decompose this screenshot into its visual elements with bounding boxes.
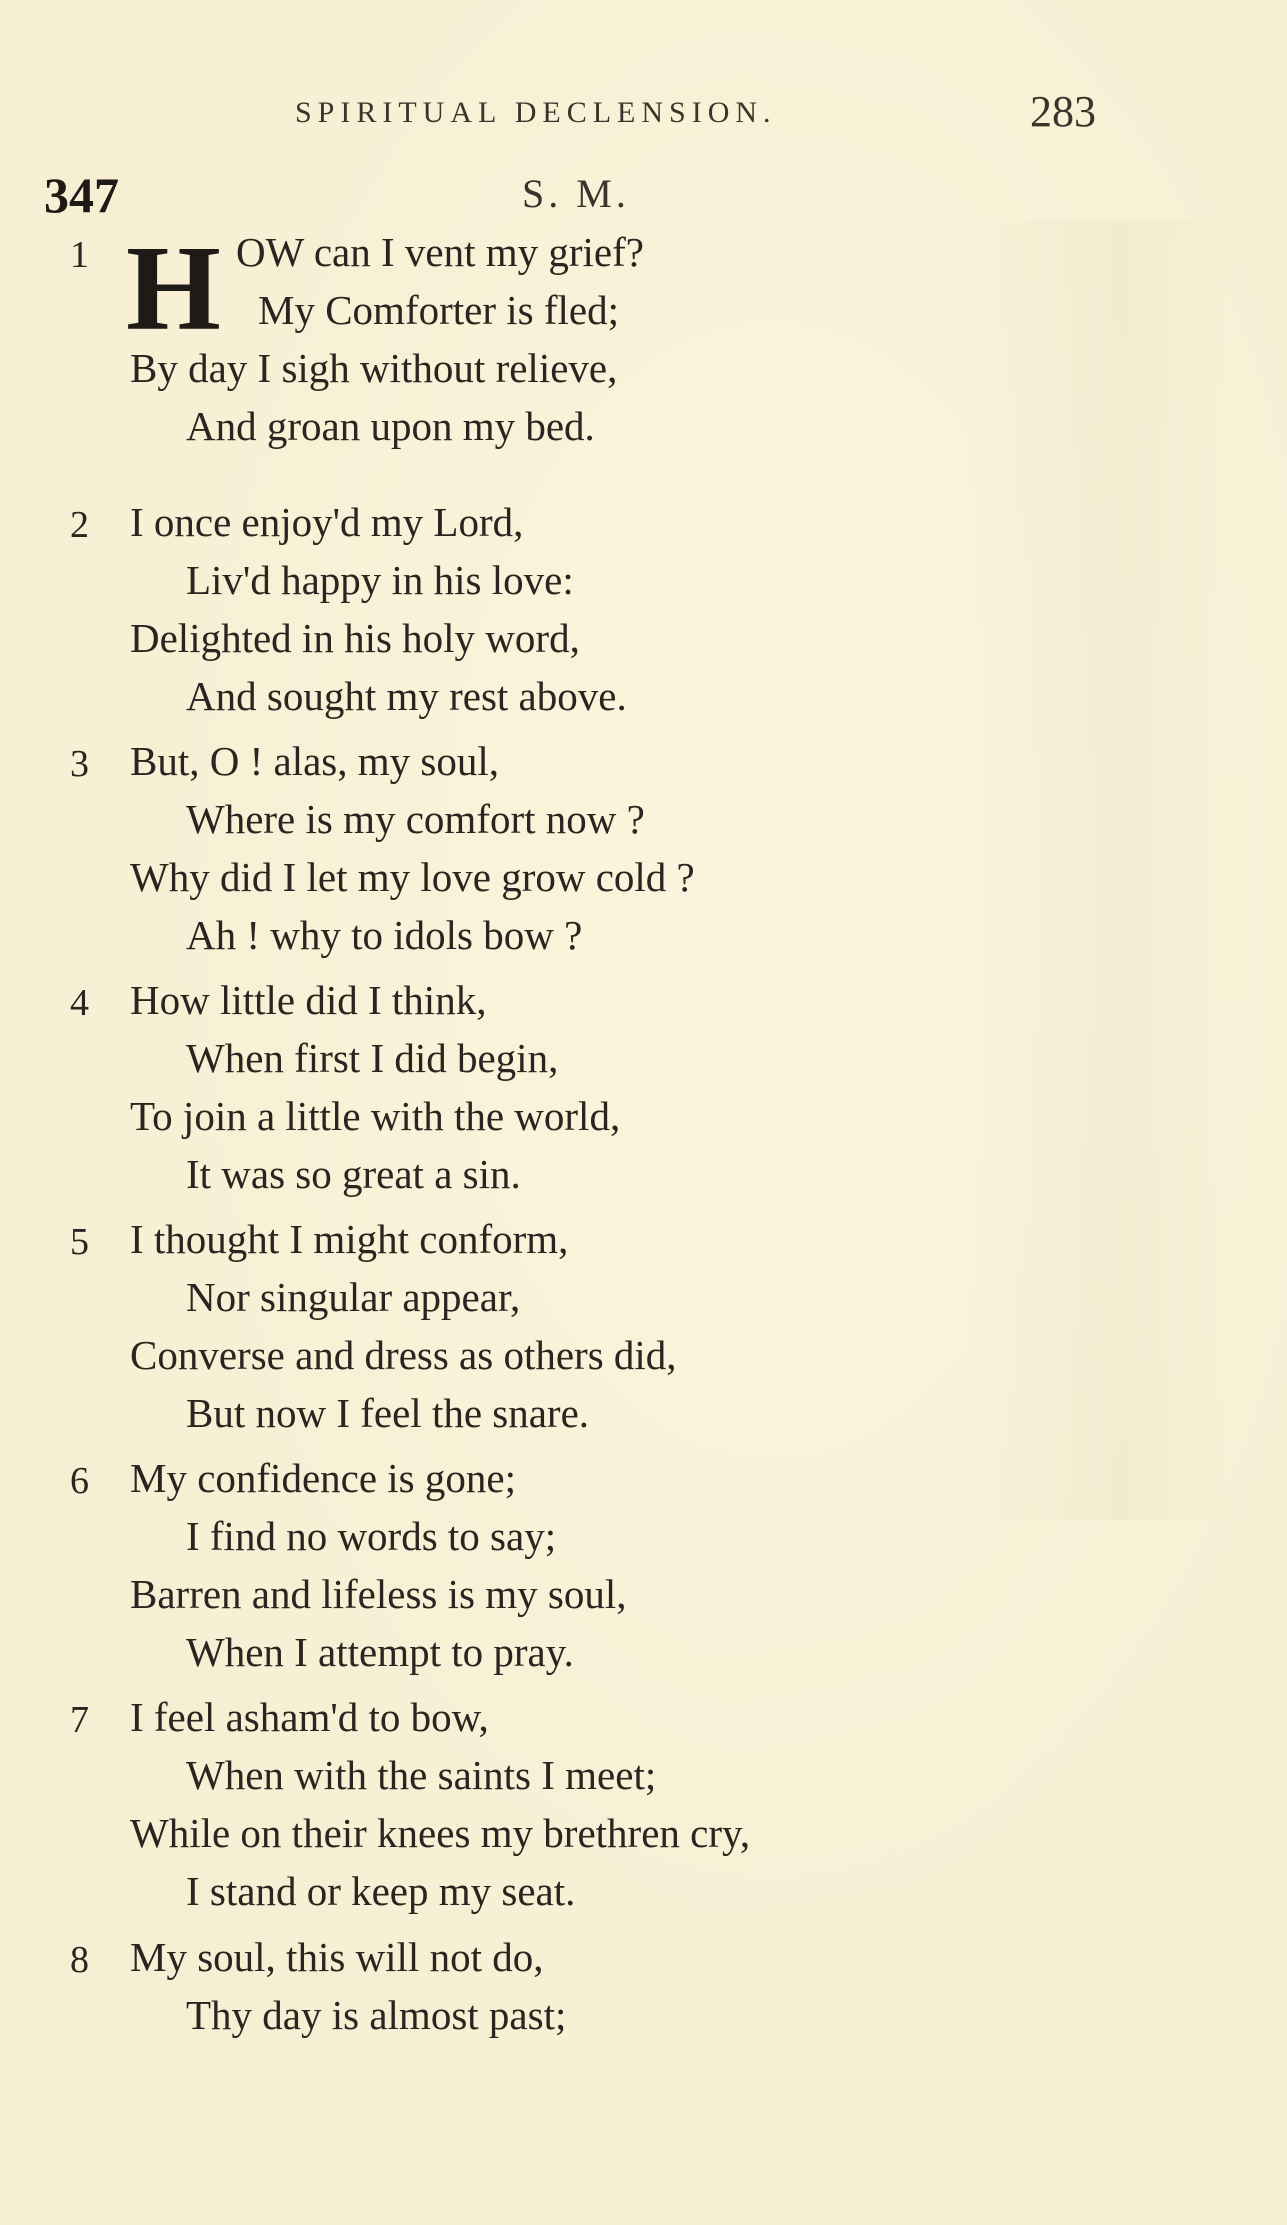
verse-line: Thy day is almost past; <box>186 1992 567 2038</box>
verse-line: But, O ! alas, my soul, <box>130 738 499 784</box>
stanza-number: 1 <box>70 234 89 276</box>
verse-line: Nor singular appear, <box>186 1274 521 1320</box>
running-head: SPIRITUAL DECLENSION. <box>295 96 777 129</box>
verse-line: Where is my comfort now ? <box>186 796 645 842</box>
drop-cap: H <box>126 221 221 356</box>
verse-line: When with the saints I meet; <box>186 1752 657 1798</box>
verse-line: Why did I let my love grow cold ? <box>130 854 695 900</box>
stanza-number: 4 <box>70 982 89 1024</box>
verse-line: OW can I vent my grief? <box>236 229 644 275</box>
verse-line: It was so great a sin. <box>186 1151 521 1197</box>
verse-line: And groan upon my bed. <box>186 403 595 449</box>
stanza-number: 3 <box>70 743 89 785</box>
verse-line: My soul, this will not do, <box>130 1934 544 1980</box>
verse-line: I feel asham'd to bow, <box>130 1694 489 1740</box>
verse-line: To join a little with the world, <box>130 1093 621 1139</box>
hymn-number: 347 <box>44 167 119 223</box>
stanza-number: 2 <box>70 504 89 546</box>
verse-line: Liv'd happy in his love: <box>186 557 574 603</box>
verse-line: My Comforter is fled; <box>258 287 619 333</box>
verse-line: When first I did begin, <box>186 1035 559 1081</box>
verse-line: Barren and lifeless is my soul, <box>130 1571 627 1617</box>
verse-line: Ah ! why to idols bow ? <box>186 912 583 958</box>
show-through-shadow <box>967 220 1227 1520</box>
verse-line: Delighted in his holy word, <box>130 615 580 661</box>
stanza-number: 6 <box>70 1460 89 1502</box>
page-number: 283 <box>1030 87 1096 136</box>
verse-line: When I attempt to pray. <box>186 1629 574 1675</box>
verse-line: I thought I might conform, <box>130 1216 569 1262</box>
verse-line: I once enjoy'd my Lord, <box>130 499 524 545</box>
verse-line: But now I feel the snare. <box>186 1390 590 1436</box>
verse-line: My confidence is gone; <box>130 1455 516 1501</box>
verse-line: While on their knees my brethren cry, <box>130 1810 751 1856</box>
stanza-number: 7 <box>70 1699 89 1741</box>
stanza-number: 5 <box>70 1221 89 1263</box>
verse-line: I find no words to say; <box>186 1513 557 1559</box>
verse-line: I stand or keep my seat. <box>186 1868 576 1914</box>
hymn-meter: S. M. <box>522 171 630 216</box>
stanza-number: 8 <box>70 1939 89 1981</box>
verse-line: And sought my rest above. <box>186 673 627 719</box>
verse-line: Converse and dress as others did, <box>130 1332 677 1378</box>
verse-line: By day I sigh without relieve, <box>130 345 618 391</box>
verse-line: How little did I think, <box>130 977 487 1023</box>
